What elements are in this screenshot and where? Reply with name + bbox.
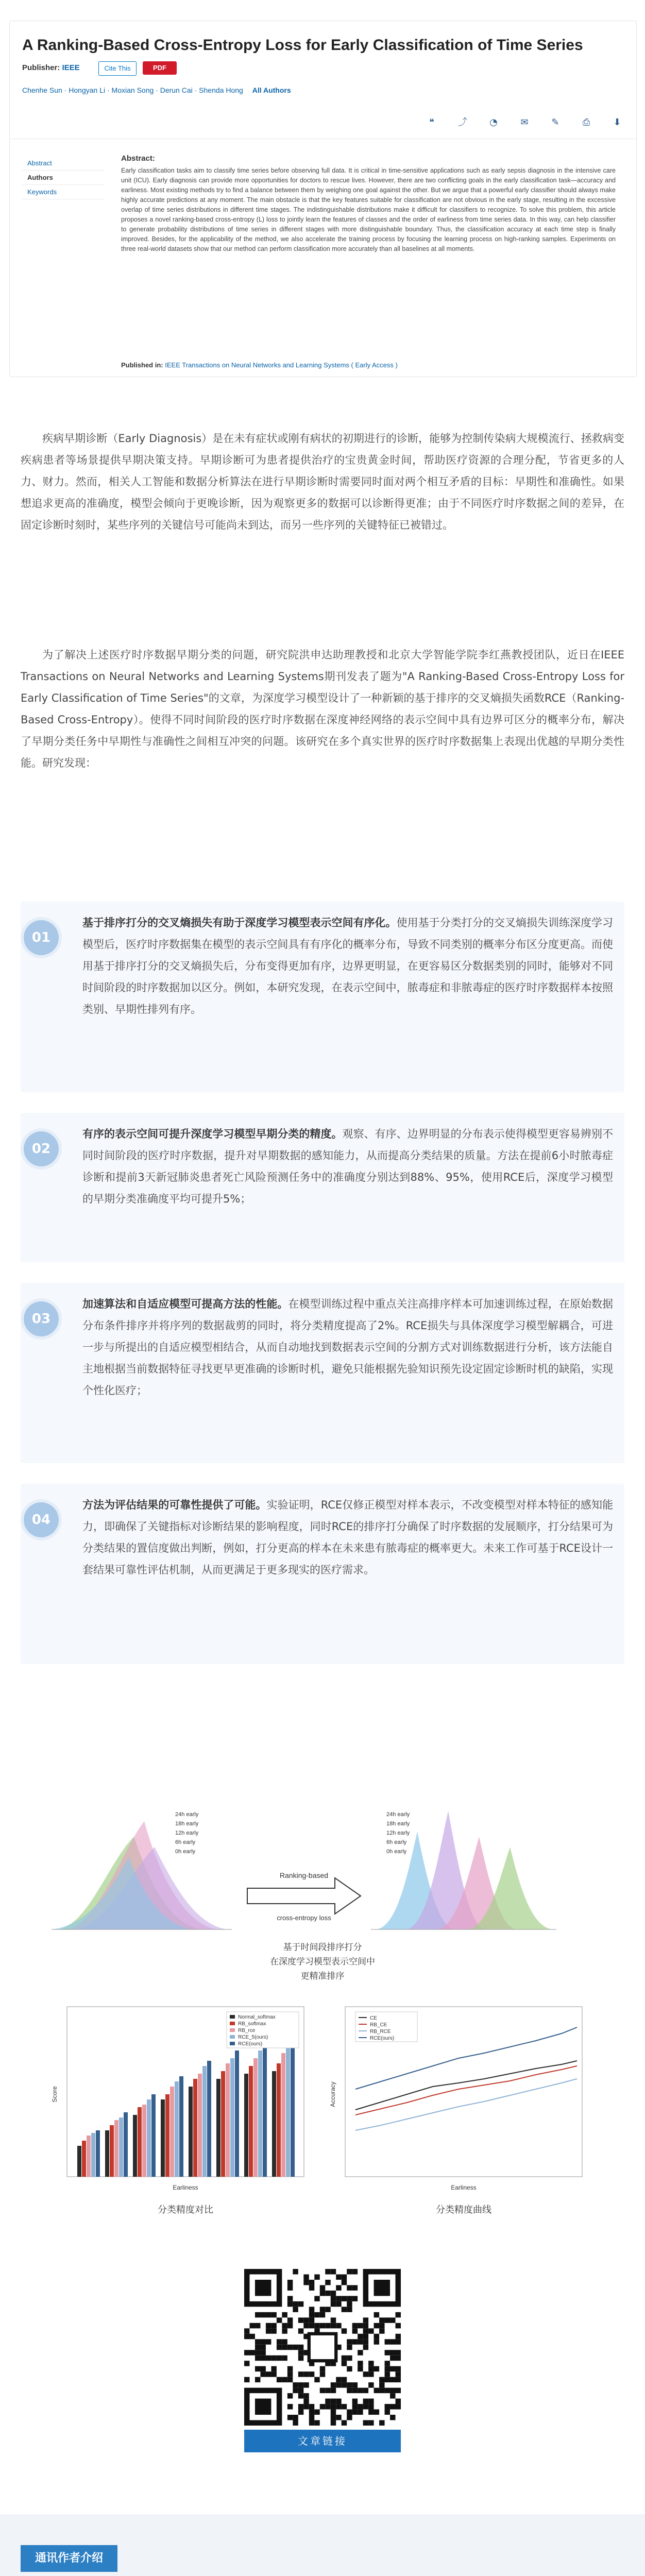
bar-legend-label: RB_softmax <box>238 2021 266 2027</box>
bar <box>249 2066 253 2177</box>
publisher-label: Publisher: <box>22 63 60 72</box>
published-in <box>121 361 398 369</box>
cite-this-button[interactable]: Cite This <box>98 61 137 76</box>
legend-label: 6h early <box>386 1839 407 1845</box>
bar <box>142 2105 146 2177</box>
bar <box>226 2063 230 2177</box>
finding-body: 观察、有序、边界明显的分布表示使得模型更容易辨别不同时间阶段的医疗时序数据，提升对早期数据的感知能力，从而提高分类结果的质量。方法在提前6小时脓毒症诊断和提前3天新冠肺炎患者死亡风险预测任务中的准确度分别达到88%、95%，使用RCE后，深度学习模型的早期分类准确度平均可提升5%； <box>82 1128 613 1205</box>
nav-authors[interactable]: Authors <box>22 171 105 185</box>
finding-lead: 加速算法和自适应模型可提高方法的性能。 <box>82 1298 288 1310</box>
bar-y-label: Score <box>51 2086 58 2103</box>
bar <box>230 2058 234 2177</box>
line-y-label: Accuracy <box>329 2081 336 2107</box>
finding-number: 03 <box>24 1301 59 1336</box>
finding-text <box>82 912 613 1020</box>
bar <box>253 2058 258 2177</box>
distribution-plot-left <box>52 1821 232 1929</box>
method-figure <box>46 1801 599 2223</box>
bar <box>207 2061 211 2177</box>
finding-number: 04 <box>24 1502 59 1537</box>
caption-line: 在深度学习模型表示空间中 <box>270 1957 375 1967</box>
bar-legend-label: RB_rce <box>238 2028 256 2033</box>
legend-left <box>175 1811 199 1855</box>
bar <box>82 2141 86 2177</box>
legend-label: 18h early <box>386 1821 410 1827</box>
bar <box>165 2094 169 2177</box>
finding-body: 使用基于分类打分的交叉熵损失训练深度学习模型后，医疗时序数据集在模型的表示空间具有有序化的概率分布，导致不同类别的概率分布区分度更高。而使用基于排序打分的交叉熵损失后，分布变得更加有序，边界更明显，在更容易区分数据类别的同时，能够对不同时间阶段的时序数据加以区分。例如，本研究发现，在表示空间中，脓毒症和非脓毒症的医疗时序数据样本按照类别、早期性排列有序。 <box>82 917 614 1015</box>
line-legend-label: RB_CE <box>370 2022 387 2028</box>
bar <box>91 2133 95 2177</box>
finding-lead: 基于排序打分的交叉熵损失有助于深度学习模型表示空间有序化。 <box>82 917 397 929</box>
nav-keywords[interactable]: Keywords <box>22 185 105 199</box>
paper-actions <box>426 117 623 128</box>
legend-label: 6h early <box>175 1839 196 1845</box>
quote-icon[interactable]: ❝ <box>429 117 434 128</box>
finding-text <box>82 1293 613 1401</box>
caption-line: 基于时间段排序打分 <box>283 1942 362 1953</box>
paper-side-nav <box>22 156 105 199</box>
arrow-label-2: cross-entropy loss <box>277 1914 331 1922</box>
journal-link[interactable]: IEEE Transactions on Neural Networks and Learning Systems ( Early Access ) <box>165 361 398 369</box>
finding-body: 在模型训练过程中重点关注高排序样本可加速训练过程，在原始数据分布条件排序并将序列的数据裁剪的同时，将分类精度提高了2%。RCE损失与具体深度学习模型解耦合，可进一步与所提出的自适应模型相结合，从而自动地找到数据表示空间的分割方式对训练数据进行分析，该方法能自主地根据当前数据特征寻找更早更准确的诊断时机，避免只能根据先验知识预先设定固定诊断时机的缺陷，实现个性化医疗； <box>82 1298 614 1397</box>
nav-abstract[interactable]: Abstract <box>22 156 105 171</box>
bar <box>175 2081 179 2177</box>
authors-line <box>22 86 291 94</box>
bar <box>198 2074 202 2177</box>
publisher-name: IEEE <box>62 63 80 72</box>
bar <box>221 2071 225 2177</box>
bar <box>138 2107 142 2177</box>
comment-icon[interactable]: ✎ <box>551 117 559 128</box>
bar <box>133 2115 137 2177</box>
alert-icon[interactable]: ◔ <box>489 117 498 128</box>
caption-line-chart: 分类精度曲线 <box>436 2205 491 2215</box>
share-icon[interactable]: ⤴ <box>458 117 467 128</box>
bar <box>161 2099 165 2177</box>
line-legend-label: RCE(ours) <box>370 2036 395 2041</box>
research-paragraph: 为了解决上述医疗时序数据早期分类的问题，研究院洪申达助理教授和北京大学智能学院李红燕教授团队，近日在IEEE Transactions on Neural Networks and Learning Systems期刊发表了题为"A Ranking-Based Cross-Entropy Loss for Early Classification of Time Series"的文章，为深度学习模型设计了一种新颖的基于排序的交叉熵损失函数RCE（Ranking-Based Cross-Entropy）。使得不同时间阶段的医疗时序数据在深度神经网络的表示空间中具有边界可区分的概率分布，解决了早期分类任务中早期性与准确性之间相互冲突的问题。该研究在多个真实世界的医疗时序数据集上表现出优越的早期分类性能。研究发现： <box>21 649 624 769</box>
bar-legend-label: RCE_5(ours) <box>238 2035 268 2040</box>
finding-01 <box>21 902 624 1092</box>
abstract-text: Early classification tasks aim to classify time series before observing full data. It is critical in time-sensitive applications such as early sepsis diagnosis in the intensive care unit (ICU). Early diagnosis can provide more opportunities for doctors to rescue lives. However, there are two conflicting goals in the early classification task—accuracy and earliness. Most existing methods try to find a balance between them by weighing one goal against the other. But we argue that a powerful early classifier should always make highly accurate predictions at any moment. The main obstacle is that the key features suitable for classification are not obvious in the early stage, resulting in the excessive overlap of time series distributions in different time stages. The indistinguishable distributions make it difficult for classifiers to recognize. To solve this problem, this article proposes a novel ranking-based cross-entropy (L) loss to jointly learn the features of classes and the order of earliness from time series data. In this way, can help classifier to generate probability distributions of time series in different stages with more distinguishable boundary. Thus, the classification accuracy at each time step is finally improved. Besides, for the applicability of the method, we also accelerate the training process by focusing the learning process on high-ranking samples. Experiments on three real-world datasets show that our method can perform classification more accurately than all baselines at all moments. <box>121 167 616 252</box>
finding-02 <box>21 1113 624 1262</box>
bar <box>193 2079 197 2177</box>
arrow-label-1: Ranking-based <box>279 1871 329 1879</box>
pdf-button[interactable]: PDF <box>143 61 177 75</box>
finding-text <box>82 1494 613 1581</box>
bar <box>110 2125 114 2177</box>
finding-lead: 方法为评估结果的可靠性提供了可能。 <box>82 1499 267 1511</box>
bar <box>244 2074 248 2177</box>
print-icon[interactable]: ⎙ <box>582 117 590 128</box>
legend-label: 24h early <box>175 1811 199 1818</box>
bar <box>179 2076 183 2177</box>
bar <box>286 2045 290 2177</box>
caption-line: 更精准排序 <box>300 1971 345 1981</box>
bar <box>189 2087 193 2177</box>
legend-label: 18h early <box>175 1821 199 1827</box>
line-x-label: Earliness <box>451 2184 477 2191</box>
bar <box>291 2038 295 2177</box>
paper-title[interactable]: A Ranking-Based Cross-Entropy Loss for Early Classification of Time Series <box>22 37 583 54</box>
bar <box>119 2117 123 2177</box>
all-authors-link[interactable]: All Authors <box>252 86 291 94</box>
bar <box>96 2130 100 2177</box>
email-icon[interactable]: ✉ <box>520 117 529 128</box>
qr-code[interactable] <box>244 2269 401 2426</box>
finding-03 <box>21 1283 624 1463</box>
bar <box>202 2066 207 2177</box>
finding-lead: 有序的表示空间可提升深度学习模型早期分类的精度。 <box>82 1128 343 1140</box>
line-legend-label: CE <box>370 2015 377 2021</box>
abstract-label: Abstract: <box>121 154 155 163</box>
bar <box>263 2043 267 2177</box>
bar <box>77 2146 81 2177</box>
bar <box>105 2130 109 2177</box>
bar <box>151 2094 156 2177</box>
bar <box>170 2087 174 2177</box>
published-in-label: Published in: <box>121 361 163 369</box>
intro-paragraph: 疾病早期诊断（Early Diagnosis）是在未有症状或刚有病状的初期进行的诊断，能够为控制传染病大规模流行、拯救病变疾病患者等场景提供早期决策支持。早期诊断可为患者提供治疗的宝贵黄金时间，帮助医疗资源的合理分配，节省更多的人力、财力。然而，相关人工智能和数据分析算法在进行早期诊断时需要同时面对两个相互矛盾的目标：早期性和准确性。如果想追求更高的准确度，模型会倾向于更晚诊断，因为观察更多的数据可以诊断得更准；由于不同医疗时序数据之间的差异，在固定诊断时刻时，某些序列的关键信号可能尚未到达，而另一些序列的关键特征已被错过。 <box>21 432 624 531</box>
author-list[interactable]: Chenhe Sun · Hongyan Li · Moxian Song · Derun Cai · Shenda Hong <box>22 86 243 94</box>
bar <box>147 2099 151 2177</box>
bar <box>281 2053 285 2177</box>
caption-bar-chart: 分类精度对比 <box>158 2205 213 2215</box>
legend-label: 0h early <box>386 1849 407 1855</box>
legend-label: 12h early <box>386 1830 410 1836</box>
bar-legend-label: RCE(ours) <box>238 2041 263 2047</box>
bar <box>277 2063 281 2177</box>
section-tag: 通讯作者介绍 <box>21 2545 117 2572</box>
bar <box>235 2050 239 2177</box>
legend-label: 12h early <box>175 1830 199 1836</box>
abstract-block <box>121 154 616 254</box>
legend-right <box>386 1811 410 1855</box>
finding-number: 01 <box>24 920 59 955</box>
bar <box>87 2136 91 2177</box>
bar <box>124 2112 128 2177</box>
bar <box>258 2050 262 2177</box>
bar-chart <box>51 2007 304 2191</box>
line-chart <box>329 2007 582 2191</box>
download-icon[interactable]: ⬇ <box>613 117 621 128</box>
legend-label: 0h early <box>175 1849 196 1855</box>
ieee-paper-card <box>9 21 637 377</box>
legend-label: 24h early <box>386 1811 410 1818</box>
bar-x-label: Earliness <box>173 2184 198 2191</box>
publisher-line <box>22 63 80 72</box>
finding-number: 02 <box>24 1131 59 1166</box>
bar-legend-label: Normal_softmax <box>238 2014 276 2020</box>
article-link-button[interactable]: 文章链接 <box>244 2430 401 2452</box>
figure-caption-top <box>270 1942 375 1981</box>
line-legend-label: RB_RCE <box>370 2029 391 2035</box>
bar <box>272 2071 276 2177</box>
bar <box>216 2079 220 2177</box>
ranking-arrow <box>247 1871 361 1922</box>
bar <box>114 2120 118 2177</box>
finding-body: 实验证明，RCE仅修正模型对样本表示，不改变模型对样本特征的感知能力，即确保了关键指标对诊断结果的影响程度，同时RCE的排序打分确保了时序数据的发展顺序，打分结果可为分类结果的置信度做出判断，例如，打分更高的样本在未来患有脓毒症的概率更大。未来工作可基于RCE设计一套结果可靠性评估机制，从而更满足于更多现实的医疗需求。 <box>82 1499 613 1576</box>
finding-04 <box>21 1484 624 1664</box>
finding-text <box>82 1123 613 1210</box>
distribution-plot-right <box>371 1811 556 1929</box>
